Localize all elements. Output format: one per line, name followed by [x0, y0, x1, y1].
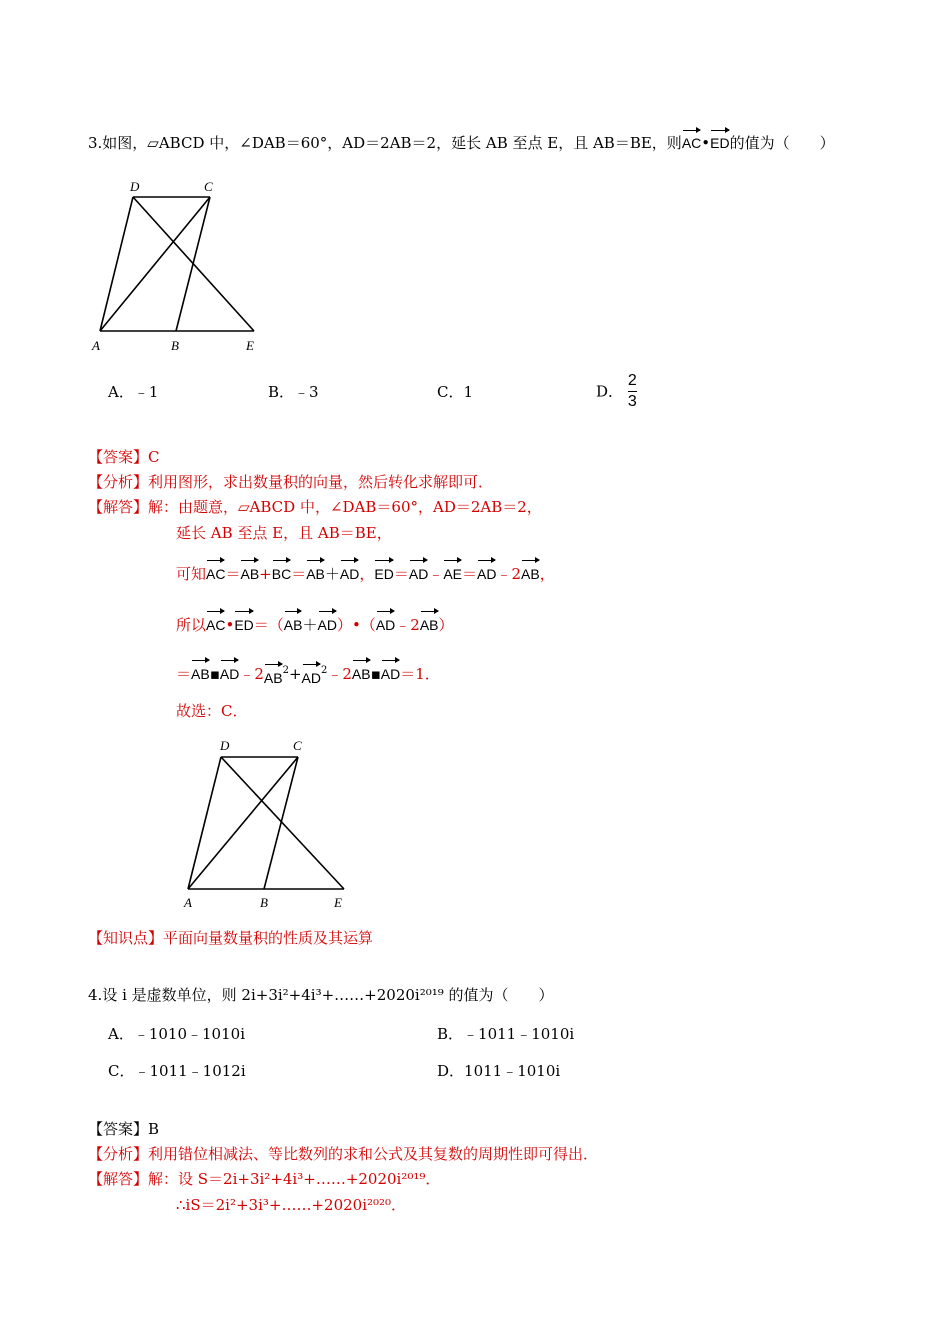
- label-e: E: [246, 338, 254, 353]
- q4-option-b[interactable]: B．﹣1011﹣1010i: [437, 1025, 575, 1043]
- label-b: B: [171, 338, 179, 353]
- q4-answer: 【答案】B: [88, 1120, 160, 1138]
- label-a: A: [184, 895, 192, 910]
- q4-option-c[interactable]: C．﹣1011﹣1012i: [108, 1062, 246, 1080]
- q3-option-c[interactable]: C．1: [437, 383, 474, 401]
- q4-option-a[interactable]: A．﹣1010﹣1010i: [108, 1025, 245, 1043]
- label-c: C: [204, 179, 213, 194]
- vector-ed: ED: [710, 130, 729, 153]
- q3-option-a[interactable]: A．﹣1: [108, 383, 159, 401]
- q3-knowledge-point: 【知识点】平面向量数量积的性质及其运算: [88, 929, 374, 947]
- q3-solution-line4: 所以AC•ED＝（AB＋AD）•（AD﹣2AB）: [176, 611, 454, 636]
- q3-solution-line5: $=AB▪AD﹣2AB^2+AD^2﹣2AB▪AD=1$．: [176, 660, 440, 685]
- q3-option-d[interactable]: D． $\frac{2}{3}$: [596, 372, 637, 410]
- label-b: B: [260, 895, 268, 910]
- vector-ac: AC: [682, 130, 701, 153]
- q3-solution-line6: 故选：C．: [176, 702, 248, 720]
- q3-solution-line2: 延长 AB 至点 E，且 AB＝BE，: [176, 524, 392, 542]
- q4-solution-line1: 【解答】解：设 S＝2i+3i²+4i³+……+2020i²⁰¹⁹．: [88, 1170, 441, 1188]
- q4-analysis: 【分析】利用错位相减法、等比数列的求和公式及其复数的周期性即可得出．: [88, 1145, 599, 1163]
- q3-stem-text: 3.如图，▱ABCD 中，∠DAB＝60°，AD＝2AB＝2，延长 AB 至点 E，且 AB＝BE，则: [88, 134, 682, 152]
- q3-answer: 【答案】C: [88, 448, 160, 466]
- label-d: D: [220, 738, 230, 753]
- q3-analysis: 【分析】利用图形，求出数量积的向量，然后转化求解即可．: [88, 473, 494, 491]
- q3-stem-suffix: 的值为（ ）: [729, 134, 835, 152]
- dot-operator: •: [701, 134, 711, 152]
- label-a: A: [92, 338, 100, 353]
- fraction: $\frac{2}{3}$: [627, 372, 637, 410]
- q3-figure-parallelogram: [88, 175, 268, 355]
- label-e: E: [334, 895, 342, 910]
- q3-solution-line3: 可知AC＝AB+BC＝AB＋AD，ED＝AD﹣AE＝AD﹣2AB，: [176, 560, 555, 585]
- label-d: D: [130, 179, 140, 194]
- q3-solution-figure: [176, 735, 356, 915]
- q3-option-b[interactable]: B．﹣3: [268, 383, 319, 401]
- q3-solution-line1: 【解答】解：由题意，▱ABCD 中，∠DAB＝60°，AD＝2AB＝2，: [88, 498, 542, 516]
- q4-stem: 4.设 i 是虚数单位，则 2i+3i²+4i³+……+2020i²⁰¹⁹ 的值为（ ）: [88, 986, 554, 1004]
- q4-solution-line2: ∴iS＝2i²+3i³+……+2020i²⁰²⁰．: [176, 1196, 407, 1214]
- q4-option-d[interactable]: D．1011﹣1010i: [437, 1062, 561, 1080]
- q3-stem: [88, 130, 835, 153]
- label-c: C: [293, 738, 302, 753]
